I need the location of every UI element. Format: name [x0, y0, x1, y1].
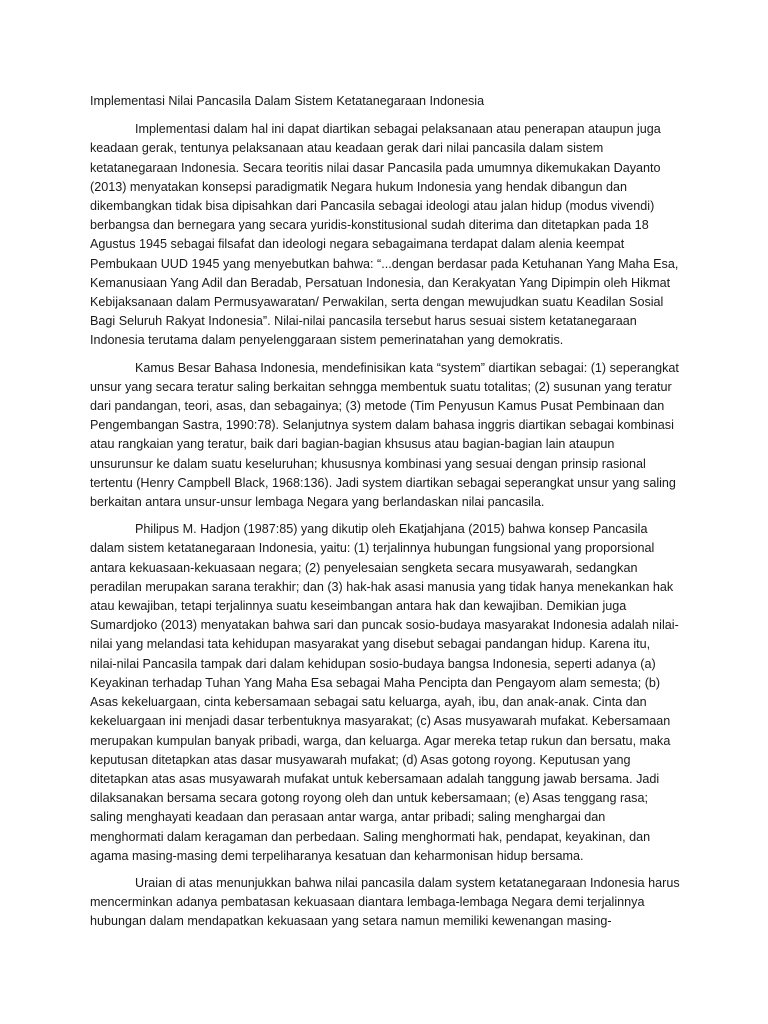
document-title: Implementasi Nilai Pancasila Dalam Sistem Ketatanegaraan Indonesia	[90, 94, 485, 108]
paragraph-implementasi: Implementasi dalam hal ini dapat diartikan sebagai pelaksanaan atau penerapan ataupun juga keadaan gerak, tentunya pelaksanaan atau keadaan gerak dari nilai pancasila dalam sistem ketatanegaraan Indonesia. Secara teoritis nilai dasar Pancasila pada umumnya dikemukakan Dayanto (2013) menyatakan konsepsi paradigmatik Negara hukum Indonesia yang hendak dibangun dan dikembangkan tidak bisa dipisahkan dari Pancasila sebagai ideologi atau jalan hidup (modus vivendi) berbangsa dan bernegara yang secara yuridis-konstitusional sudah diterima dan ditetapkan pada 18 Agustus 1945 sebagai filsafat dan ideologi negara sebagaimana terdapat dalam alenia keempat Pembukaan UUD 1945 yang menyebutkan bahwa: “...dengan berdasar pada Ketuhanan Yang Maha Esa, Kemanusiaan Yang Adil dan Beradab, Persatuan Indonesia, dan Kerakyatan Yang Dipimpin oleh Hikmat Kebijaksanaan dalam Permusyawaratan/ Perwakilan, serta dengan mewujudkan suatu Keadilan Sosial Bagi Seluruh Rakyat Indonesia”. Nilai-nilai pancasila tersebut harus sesuai sistem ketatanegaraan Indonesia terutama dalam penyelenggaraan sistem pemerinatahan yang demokratis.	[90, 122, 679, 348]
paragraph-uraian: Uraian di atas menunjukkan bahwa nilai pancasila dalam system ketatanegaraan Indonesia harus mencerminkan adanya pembatasan kekuasaan diantara lembaga-lembaga Negara demi terjalinnya hubungan dalam mendapatkan kekuasaan yang setara namun memiliki kewenangan masing-	[90, 875, 680, 929]
document-body	[90, 92, 680, 940]
paragraph-hadjon: Philipus M. Hadjon (1987:85) yang dikutip oleh Ekatjahjana (2015) bahwa konsep Pancasila dalam sistem ketatanegaraan Indonesia, yaitu: (1) terjalinnya hubungan fungsional yang proporsional antara kekuasaan-kekuasaan negara; (2) penyelesaian sengketa secara musyawarah, sedangkan peradilan merupakan sarana terakhir; dan (3) hak-hak asasi manusia yang tidak hanya menekankan hak atau kewajiban, tetapi terjalinnya suatu keseimbangan antara hak dan kewajiban. Demikian juga Sumardjoko (2013) menyatakan bahwa sari dan puncak sosio-budaya masyarakat Indonesia adalah nilai-nilai yang melandasi tata kehidupan masyarakat yang disebut sebagai pandangan hidup. Karena itu, nilai-nilai Pancasila tampak dari dalam kehidupan sosio-budaya bangsa Indonesia, seperti adanya (a) Keyakinan terhadap Tuhan Yang Maha Esa sebagai Maha Pencipta dan Pengayom alam semesta; (b) Asas kekeluargaan, cinta kebersamaan sebagai satu keluarga, ayah, ibu, dan anak-anak. Cinta dan kekeluargaan ini menjadi dasar terbentuknya masyarakat; (c) Asas musyawarah mufakat. Kebersamaan merupakan kumpulan banyak pribadi, warga, dan keluarga. Agar mereka tetap rukun dan bersatu, maka keputusan ditetapkan atas dasar musyawarah mufakat; (d) Asas gotong royong. Keputusan yang ditetapkan atas asas musyawarah mufakat untuk kebersamaan adalah tanggung jawab bersama. Jadi dilaksanakan bersama secara gotong royong oleh dan untuk kebersamaan; (e) Asas tenggang rasa; saling menghayati keadaan dan perasaan antar warga, antar pribadi; saling menghargai dan menghormati dalam keragaman dan perbedaan. Saling menghormati hak, pendapat, keyakinan, dan agama masing-masing demi terpeliharanya kesatuan dan keharmonisan hidup bersama.	[90, 522, 679, 863]
paragraph-kamus-besar: Kamus Besar Bahasa Indonesia, mendefinisikan kata “system” diartikan sebagai: (1) seperangkat unsur yang secara teratur saling berkaitan sehngga membentuk suatu totalitas; (2) susunan yang teratur dari pandangan, teori, asas, dan sebagainya; (3) metode (Tim Penyusun Kamus Pusat Pembinaan dan Pengembangan Sastra, 1990:78). Selanjutnya system dalam bahasa inggris diartikan sebagai kombinasi atau rangkaian yang teratur, baik dari bagian-bagian khsusus atau bagian-bagian lain ataupun unsurunsur ke dalam suatu keseluruhan; khususnya kombinasi yang sesuai dengan prinsip rasional tertentu (Henry Campbell Black, 1968:136). Jadi system diartikan sebagai seperangkat unsur yang saling berkaitan antara unsur-unsur lembaga Negara yang berlandaskan nilai pancasila.	[90, 360, 679, 510]
